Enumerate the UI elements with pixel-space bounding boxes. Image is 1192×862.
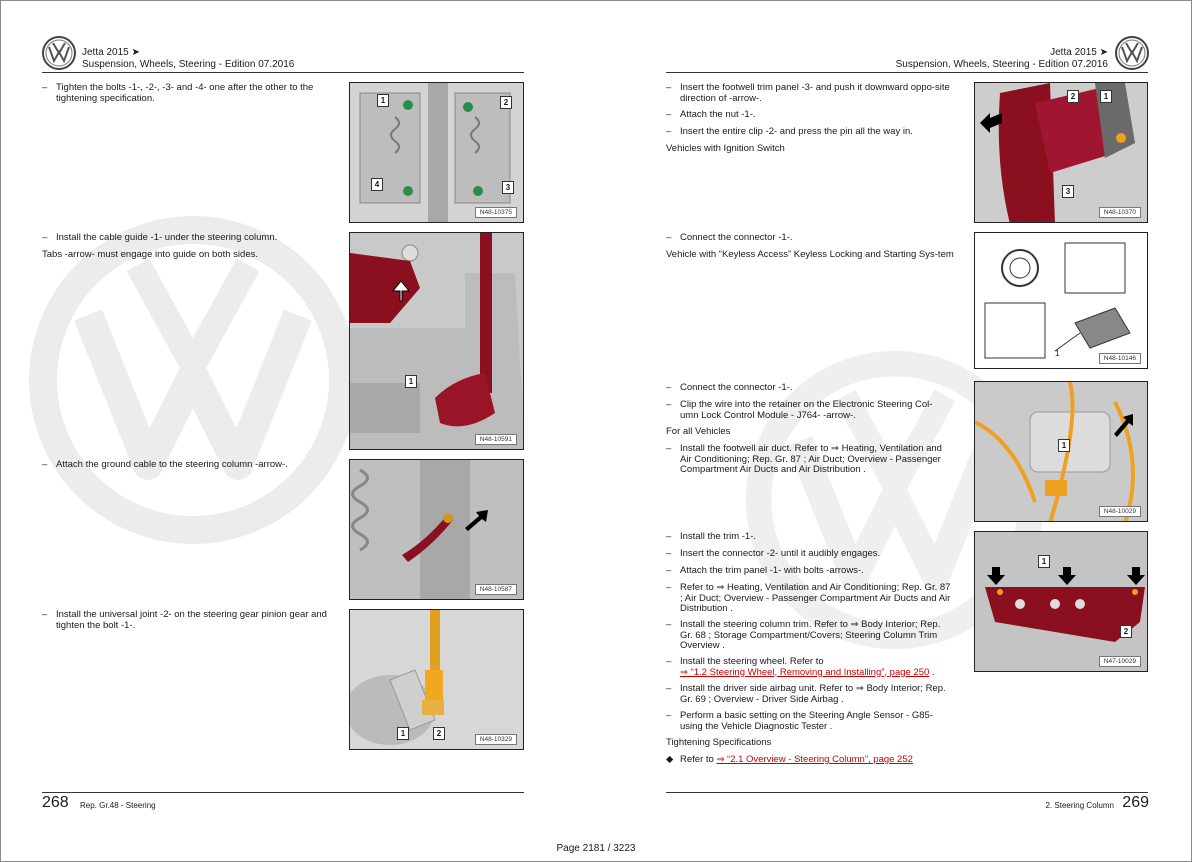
step-dash: – [666,531,672,542]
callout-1: 1 [377,94,389,107]
bullet-body [680,755,952,766]
figure-code: N48-10329 [475,734,517,745]
figure-cable-guide-drawing [350,233,524,450]
step-text: Install the steering wheel. Refer to [680,656,824,667]
callout-1: 1 [1038,555,1050,568]
page-indicator: Page 2181 / 3223 [556,843,636,854]
heading-tightening-specs: Tightening Specifications [666,737,772,748]
callout-1: 1 [405,375,417,388]
callout-1: 1 [1055,349,1060,358]
step-text: Attach the trim panel -1- with bolts -arrows-. [680,565,864,576]
link-overview-steering-column[interactable]: ⇒ “2.1 Overview - Steering Column”, page 252 [716,754,913,765]
footer-rule-left [42,792,524,793]
step-dash: – [666,399,672,410]
callout-1: 1 [1100,90,1112,103]
step-dash: – [42,609,48,620]
callout-2: 2 [433,727,445,740]
step-text: Attach the ground cable to the steering column -arrow-. [56,459,288,470]
figure-keyless-wire [974,381,1148,522]
step-text: Insert the footwell trim panel -3- and push it downward oppo-site direction of -arrow-. [680,82,950,104]
footer-rule-right [666,792,1148,793]
header-subtitle-right: Suspension, Wheels, Steering - Edition 07.2016 [895,59,1108,70]
step-dash: – [666,109,672,120]
callout-4: 4 [371,178,383,191]
step-dash: – [42,82,48,93]
step-text: Tighten the bolts -1-, -2-, -3- and -4- one after the other to the tightening specification. [56,82,314,104]
figure-ground-cable [349,459,524,600]
vw-logo-right [1115,36,1149,70]
heading-ignition-switch: Vehicles with Ignition Switch [666,143,785,154]
header-rule-left [42,72,524,73]
vw-logo-left [42,36,76,70]
step-dash: – [666,126,672,137]
callout-3: 3 [502,181,514,194]
step-text: Insert the entire clip -2- and press the pin all the way in. [680,126,913,137]
heading-all-vehicles: For all Vehicles [666,426,731,437]
figure-code: N48-10370 [1099,207,1141,218]
step-dash: – [42,459,48,470]
bullet-diamond-icon: ◆ [666,754,674,765]
figure-ignition-connector-drawing [975,233,1148,369]
figure-ground-cable-drawing [350,460,524,600]
step-dash: – [666,582,672,593]
figure-trim-panel [974,531,1148,672]
header-rule-right [666,72,1148,73]
header-title-right: Jetta 2015 ➤ [1050,47,1108,58]
step-text: Refer to ⇒ Heating, Ventilation and Air Conditioning; Rep. Gr. 87 ; Air Duct; Overview - Passenger Compartment Air Ducts and Air Distribution . [680,582,951,614]
callout-2: 2 [1120,625,1132,638]
heading-keyless: Vehicle with “Keyless Access” Keyless Locking and Starting Sys-tem [666,249,954,260]
step-dash: – [666,619,672,630]
callout-1: 1 [397,727,409,740]
figure-code: N48-10029 [1099,506,1141,517]
figure-universal-joint [349,609,524,750]
step-wheel-body [680,657,952,678]
step-dash: – [666,443,672,454]
callout-1: 1 [1058,439,1070,452]
callout-3: 3 [1062,185,1074,198]
figure-cable-guide [349,232,524,450]
step-dash: – [666,710,672,721]
step-text: Install the trim -1-. [680,531,757,542]
figure-keyless-wire-drawing [975,382,1148,522]
step-text-after: . [929,666,935,678]
step-text: Attach the nut -1-. [680,109,756,120]
step-text: Connect the connector -1-. [680,232,793,243]
figure-footwell-trim-drawing [975,83,1148,223]
figure-ignition-connector [974,232,1148,369]
footer-section-right: 2. Steering Column [1045,801,1114,810]
step-dash: – [666,565,672,576]
figure-bolts [349,82,524,223]
step-text: Install the footwell air duct. Refer to ⇒ Heating, Ventilation and Air Conditioning; Rep. Gr. 87 ; Air Duct; Overview - Passenger Compartment Air Ducts and Air Distribution . [680,443,942,475]
step-text: Install the driver side airbag unit. Refer to ⇒ Body Interior; Rep. Gr. 69 ; Overview - Driver Side Airbag . [680,683,946,705]
callout-2: 2 [1067,90,1079,103]
figure-code: N48-10375 [475,207,517,218]
figure-code: N48-10587 [475,584,517,595]
step-dash: – [666,656,672,667]
header-title-left: Jetta 2015 ➤ [82,47,140,58]
step-text: Connect the connector -1-. [680,382,793,393]
figure-code: N47-10029 [1099,656,1141,667]
step-text: Install the universal joint -2- on the steering gear pinion gear and tighten the bolt -1-. [56,609,327,631]
figure-trim-panel-drawing [975,532,1148,672]
step-dash: – [666,82,672,93]
callout-2: 2 [500,96,512,109]
footer-section-left: Rep. Gr.48 - Steering [80,801,156,810]
step-text: Insert the connector -2- until it audibly engages. [680,548,881,559]
step-text: Install the steering column trim. Refer to ⇒ Body Interior; Rep. Gr. 68 ; Storage Compartment/Covers; Steering Column Trim Overview . [680,619,941,651]
page-number-right: 269 [1122,794,1149,811]
step-dash: – [42,232,48,243]
header-subtitle-left: Suspension, Wheels, Steering - Edition 07.2016 [82,59,295,70]
step-text: Install the cable guide -1- under the steering column. [56,232,278,243]
step-dash: – [666,382,672,393]
figure-code: N48-10146 [1099,353,1141,364]
link-steering-wheel-removing[interactable]: ⇒ “1.2 Steering Wheel, Removing and Installing”, page 250 [680,666,930,678]
left-note-tabs: Tabs -arrow- must engage into guide on both sides. [42,249,258,260]
page-number-left: 268 [42,794,69,811]
figure-footwell-trim [974,82,1148,223]
figure-code: N48-10591 [475,434,517,445]
bullet-text: Refer to [680,754,717,765]
step-dash: – [666,548,672,559]
step-dash: – [666,683,672,694]
step-text: Clip the wire into the retainer on the Electronic Steering Col-umn Lock Control Module - J764- -arrow-. [680,399,933,421]
step-text: Perform a basic setting on the Steering Angle Sensor - G85- using the Vehicle Diagnostic Tester . [680,710,933,732]
step-dash: – [666,232,672,243]
